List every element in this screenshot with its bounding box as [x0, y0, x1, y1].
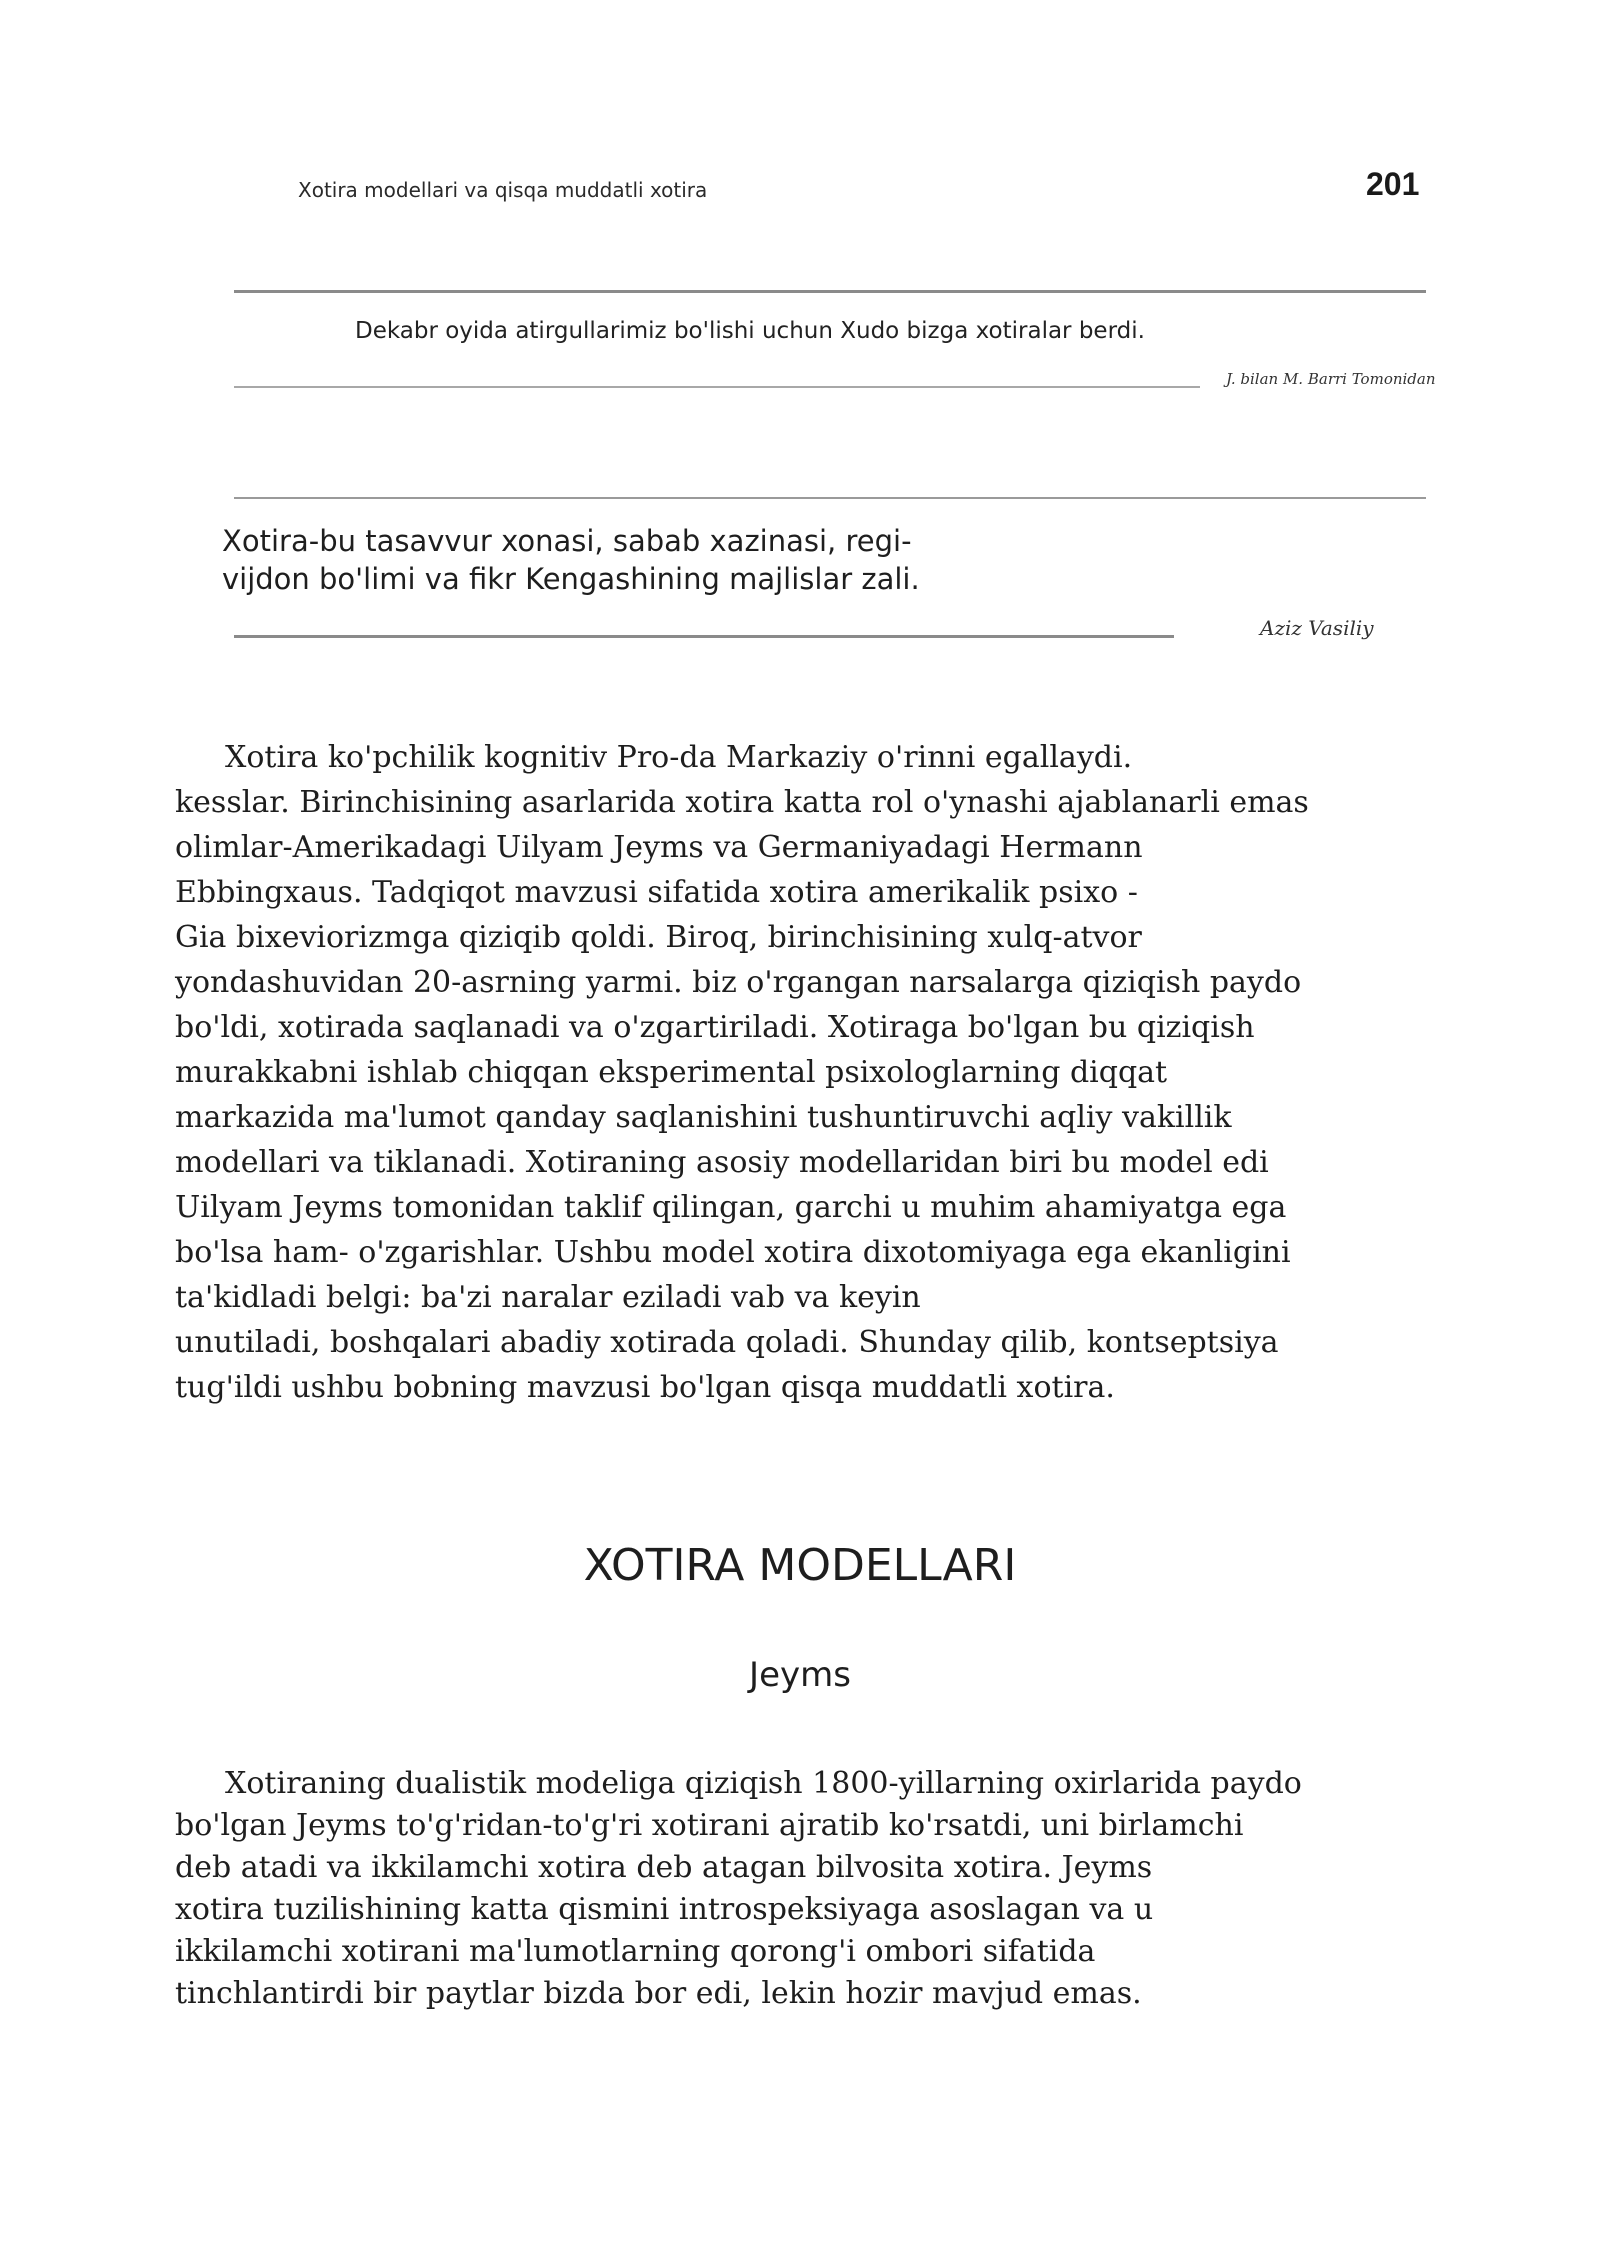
page-number: 201	[1366, 166, 1420, 202]
paragraph-line: ta'kidladi belgi: ba'zi naralar eziladi vab va keyin	[175, 1280, 921, 1315]
running-header-title: Xotira modellari va qisqa muddatli xotira	[298, 178, 708, 202]
paragraph-line: markazida ma'lumot qanday saqlanishini tushuntiruvchi aqliy vakillik	[175, 1100, 1232, 1135]
paragraph-line: bo'lgan Jeyms to'g'ridan-to'g'ri xotirani ajratib ko'rsatdi, uni birlamchi	[175, 1808, 1244, 1843]
epigraph2-line: Xotira-bu tasavvur xonasi, sabab xazinasi, regi-	[222, 524, 912, 558]
paragraph-line: modellari va tiklanadi. Xotiraning asosiy modellaridan biri bu model edi	[175, 1145, 1269, 1180]
paragraph-line: Ebbingxaus. Tadqiqot mavzusi sifatida xotira amerikalik psixo -	[175, 875, 1138, 910]
section-subheading: Jeyms	[749, 1655, 851, 1695]
body-paragraph-1	[175, 735, 1309, 1410]
paragraph-line: xotira tuzilishining katta qismini introspeksiyaga asoslagan va u	[175, 1892, 1154, 1927]
paragraph-line: olimlar-Amerikadagi Uilyam Jeyms va Germaniyadagi Hermann	[175, 830, 1143, 865]
epigraph2-attribution: Aziz Vasiliy	[1260, 616, 1374, 640]
paragraph-line: ikkilamchi xotirani ma'lumotlarning qorong'i ombori sifatida	[175, 1934, 1096, 1969]
paragraph-line: tinchlantirdi bir paytlar bizda bor edi, lekin hozir mavjud emas.	[175, 1976, 1142, 2011]
section-heading: XOTIRA MODELLARI	[583, 1540, 1017, 1591]
epigraph2-top-rule	[234, 497, 1426, 499]
epigraph1-bottom-rule	[234, 386, 1200, 388]
paragraph-line: Xotira ko'pchilik kognitiv Pro-da Markaziy o'rinni egallaydi.	[225, 740, 1133, 775]
paragraph-line: tug'ildi ushbu bobning mavzusi bo'lgan qisqa muddatli xotira.	[175, 1370, 1115, 1405]
body-paragraph-2	[175, 1763, 1302, 2015]
epigraph1-attribution: J. bilan M. Barri Tomonidan	[1226, 370, 1436, 388]
epigraph1-top-rule	[234, 290, 1426, 293]
paragraph-line: kesslar. Birinchisining asarlarida xotira katta rol o'ynashi ajablanarli emas	[175, 785, 1309, 820]
epigraph2-text	[222, 522, 920, 598]
epigraph2-line: vijdon bo'limi va fikr Kengashining majlislar zali.	[222, 562, 920, 596]
paragraph-line: Xotiraning dualistik modeliga qiziqish 1800-yillarning oxirlarida paydo	[225, 1766, 1302, 1801]
paragraph-line: murakkabni ishlab chiqqan eksperimental psixologlarning diqqat	[175, 1055, 1168, 1090]
paragraph-line: bo'lsa ham- o'zgarishlar. Ushbu model xotira dixotomiyaga ega ekanligini	[175, 1235, 1291, 1270]
paragraph-line: unutiladi, boshqalari abadiy xotirada qoladi. Shunday qilib, kontseptsiya	[175, 1325, 1279, 1360]
paragraph-line: Gia bixeviorizmga qiziqib qoldi. Biroq, birinchisining xulq-atvor	[175, 920, 1142, 955]
paragraph-line: bo'ldi, xotirada saqlanadi va o'zgartiriladi. Xotiraga bo'lgan bu qiziqish	[175, 1010, 1255, 1045]
paragraph-line: yondashuvidan 20-asrning yarmi. biz o'rgangan narsalarga qiziqish paydo	[175, 965, 1302, 1000]
epigraph1-text: Dekabr oyida atirgullarimiz bo'lishi uchun Xudo bizga xotiralar berdi.	[355, 318, 1145, 344]
paragraph-line: deb atadi va ikkilamchi xotira deb atagan bilvosita xotira. Jeyms	[175, 1850, 1153, 1885]
epigraph2-bottom-rule	[234, 635, 1174, 638]
paragraph-line: Uilyam Jeyms tomonidan taklif qilingan, garchi u muhim ahamiyatga ega	[175, 1190, 1287, 1225]
